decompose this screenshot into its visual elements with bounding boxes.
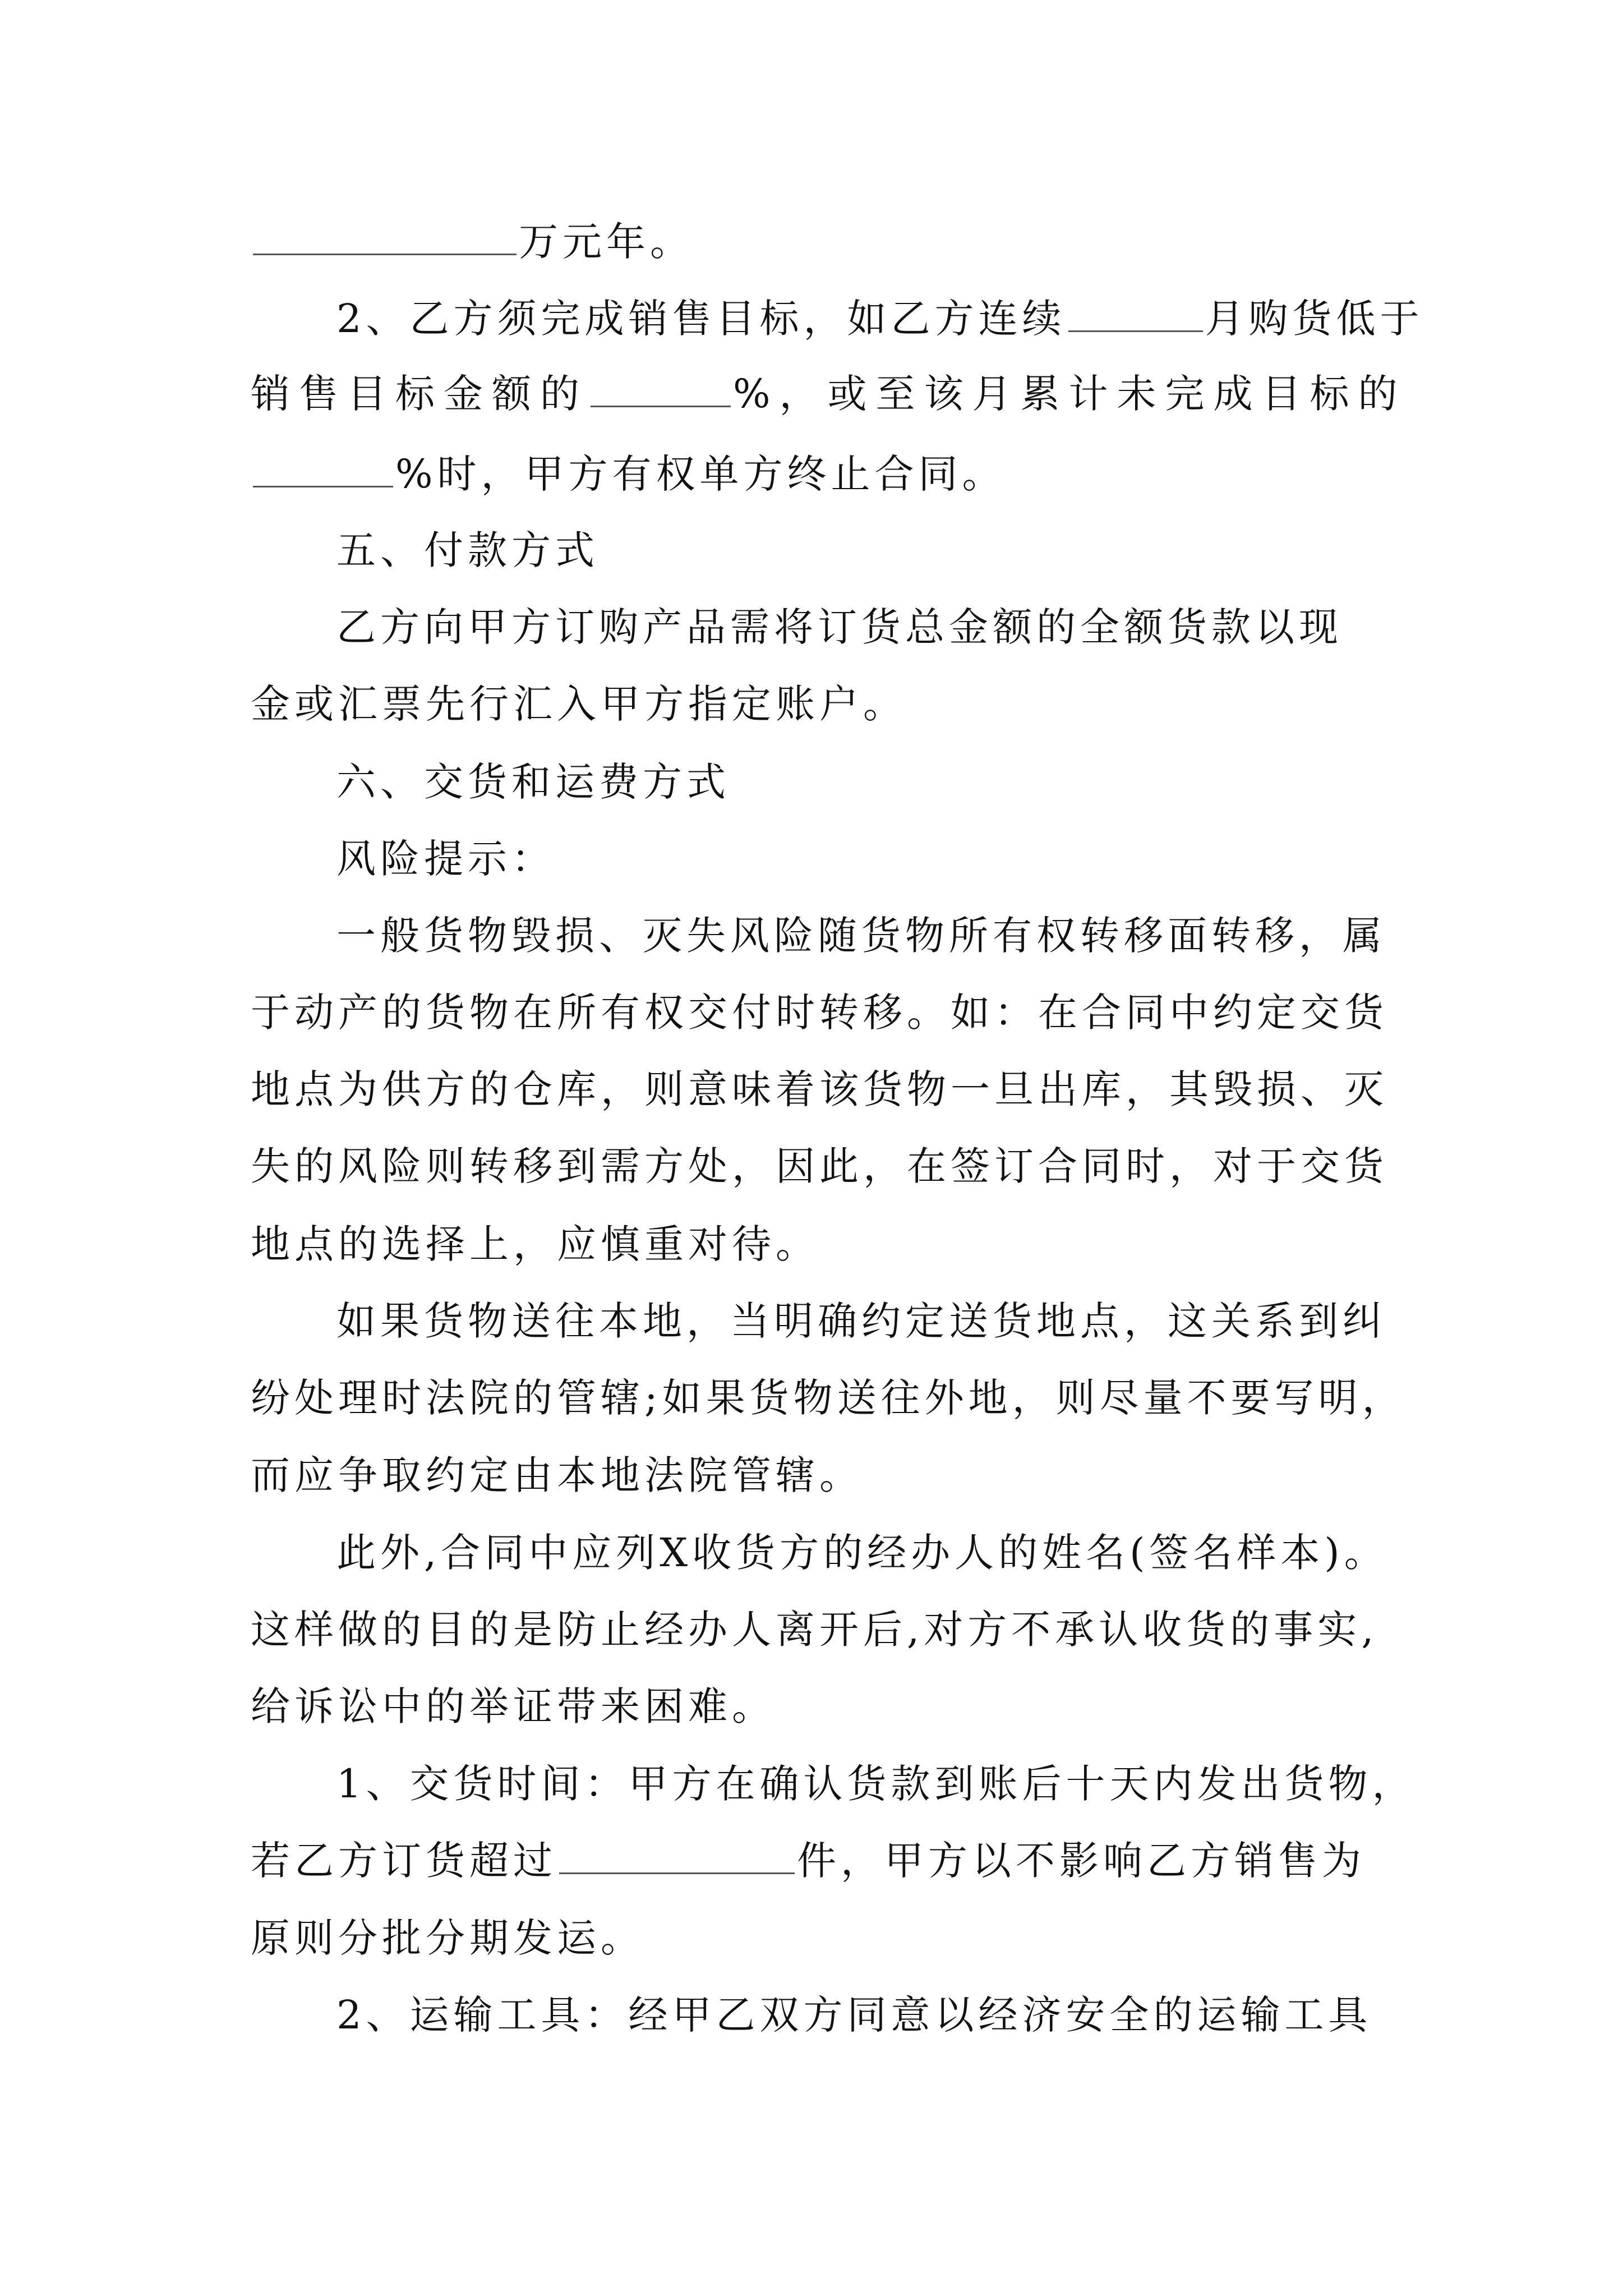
text-line: 此外,合同中应列X收货方的经办人的姓名(签名样本)。 bbox=[336, 1530, 1388, 1576]
text-line bbox=[251, 1830, 1395, 1892]
text-line: 于动产的货物在所有权交付时转移。如：在合同中约定交货 bbox=[251, 990, 1388, 1036]
text-line bbox=[251, 443, 1395, 505]
line-text: 2、乙方须完成销售目标，如乙方连续 bbox=[336, 296, 1066, 342]
section-heading: 五、付款方式 bbox=[336, 527, 599, 573]
text-line: 失的风险则转移到需方处，因此，在签订合同时，对于交货 bbox=[251, 1143, 1388, 1189]
line-text: 销售目标金额的 bbox=[251, 371, 588, 417]
text-line: 乙方向甲方订购产品需将订货总金额的全额货款以现 bbox=[336, 604, 1343, 650]
text-line: 给诉讼中的举证带来困难。 bbox=[251, 1683, 776, 1729]
line-text: 万元年。 bbox=[519, 219, 694, 265]
text-line bbox=[251, 363, 1407, 425]
text-line: 地点为供方的仓库，则意味着该货物一旦出库，其毁损、灭 bbox=[251, 1066, 1388, 1112]
fill-blank bbox=[253, 453, 393, 487]
line-text: %，或至该月累计未完成目标的 bbox=[733, 371, 1407, 417]
line-text: 月购货低于 bbox=[1205, 296, 1424, 342]
text-line bbox=[251, 211, 1395, 273]
text-line: 地点的选择上，应慎重对待。 bbox=[251, 1221, 819, 1267]
text-line: 2、运输工具：经甲乙双方同意以经济安全的运输工具 bbox=[336, 1992, 1372, 2038]
text-line: 这样做的目的是防止经办人离开后,对方不承认收货的事实, bbox=[251, 1607, 1378, 1653]
fill-blank bbox=[1068, 298, 1203, 332]
text-line: 如果货物送往本地，当明确约定送货地点，这关系到纠 bbox=[336, 1298, 1386, 1344]
text-line: 原则分批分期发运。 bbox=[251, 1915, 644, 1961]
text-line: 风险提示： bbox=[336, 836, 555, 882]
line-text: %时，甲方有权单方终止合同。 bbox=[395, 451, 1006, 497]
fill-blank bbox=[253, 221, 517, 255]
section-heading: 六、交货和运费方式 bbox=[336, 759, 730, 805]
text-line: 金或汇票先行汇入甲方指定账户。 bbox=[251, 681, 907, 727]
text-line: 一般货物毁损、灭失风险随货物所有权转移面转移，属 bbox=[336, 913, 1386, 959]
text-line: 纷处理时法院的管辖;如果货物送往外地，则尽量不要写明， bbox=[251, 1375, 1406, 1421]
line-text: 件，甲方以不影响乙方销售为 bbox=[797, 1838, 1366, 1884]
text-line: 而应争取约定由本地法院管辖。 bbox=[251, 1452, 863, 1498]
text-line: 1、交货时间：甲方在确认货款到账后十天内发出货物， bbox=[336, 1761, 1416, 1807]
fill-blank bbox=[559, 1840, 795, 1874]
text-line bbox=[336, 288, 1481, 349]
fill-blank bbox=[591, 373, 731, 407]
line-text: 若乙方订货超过 bbox=[251, 1838, 557, 1884]
